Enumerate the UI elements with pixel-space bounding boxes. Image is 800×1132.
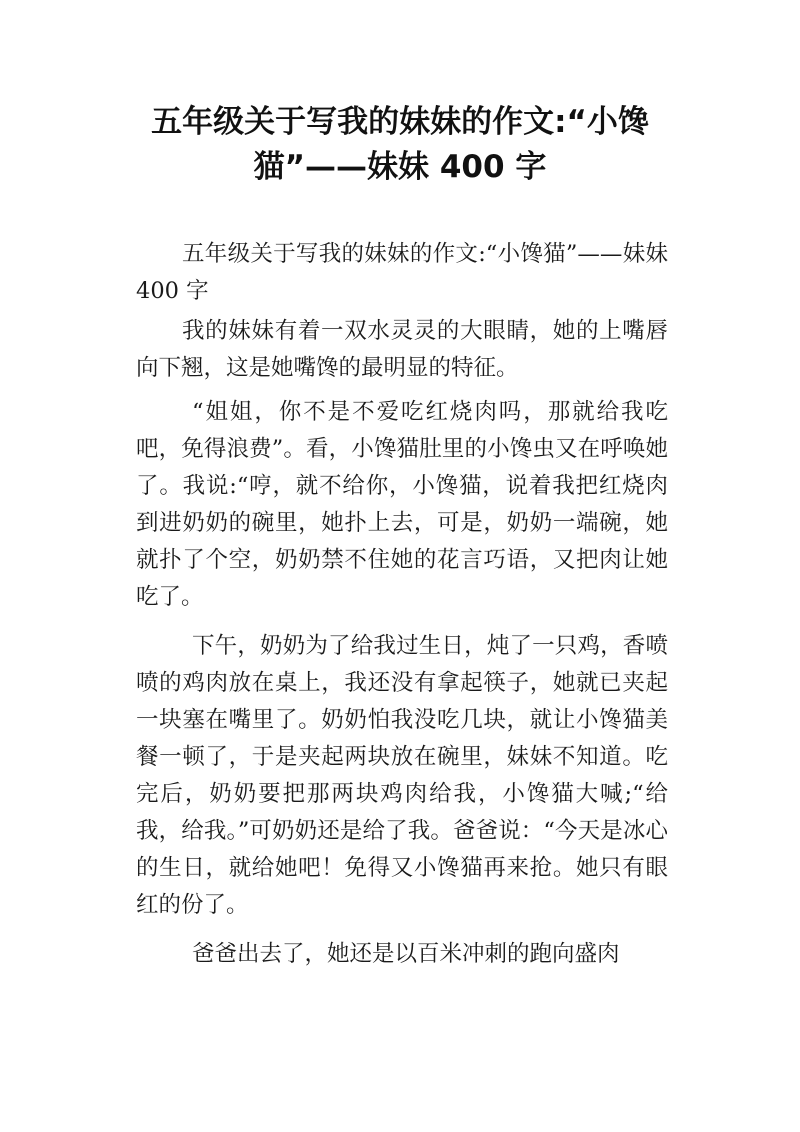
paragraph: “姐姐，你不是不爱吃红烧肉吗，那就给我吃吧，免得浪费”。看，小馋猫肚里的小馋虫又在呼唤她了。我说:“哼，就不给你，小馋猫，说着我把红烧肉到进奶奶的碗里，她扑上去，可是，奶奶一端碗，她就扑了个空，奶奶禁不住她的花言巧语，又把肉让她吃了。 [136,399,668,610]
paragraph: 爸爸出去了，她还是以百米冲刺的跑向盛肉 [192,941,620,967]
document-body [136,236,676,973]
paragraph: 我的妹妹有着一双水灵灵的大眼睛，她的上嘴唇向下翘，这是她嘴馋的最明显的特征。 [136,318,668,381]
paragraph-heading: 五年级关于写我的妹妹的作文:“小馋猫”——妹妹 400 字 [136,241,676,304]
paragraph: 下午，奶奶为了给我过生日，炖了一只鸡，香喷喷的鸡肉放在桌上，我还没有拿起筷子，她就已夹起一块塞在嘴里了。奶奶怕我没吃几块，就让小馋猫美餐一顿了，于是夹起两块放在碗里，妹妹不知道。吃完后，奶奶要把那两块鸡肉给我，小馋猫大喊;“给我，给我。”可奶奶还是给了我。爸爸说：“今天是冰心的生日，就给她吧！免得又小馋猫再来抢。她只有眼红的份了。 [136,633,668,918]
document-title: 五年级关于写我的妹妹的作文:“小馋猫”——妹妹 400 字 [151,104,649,185]
